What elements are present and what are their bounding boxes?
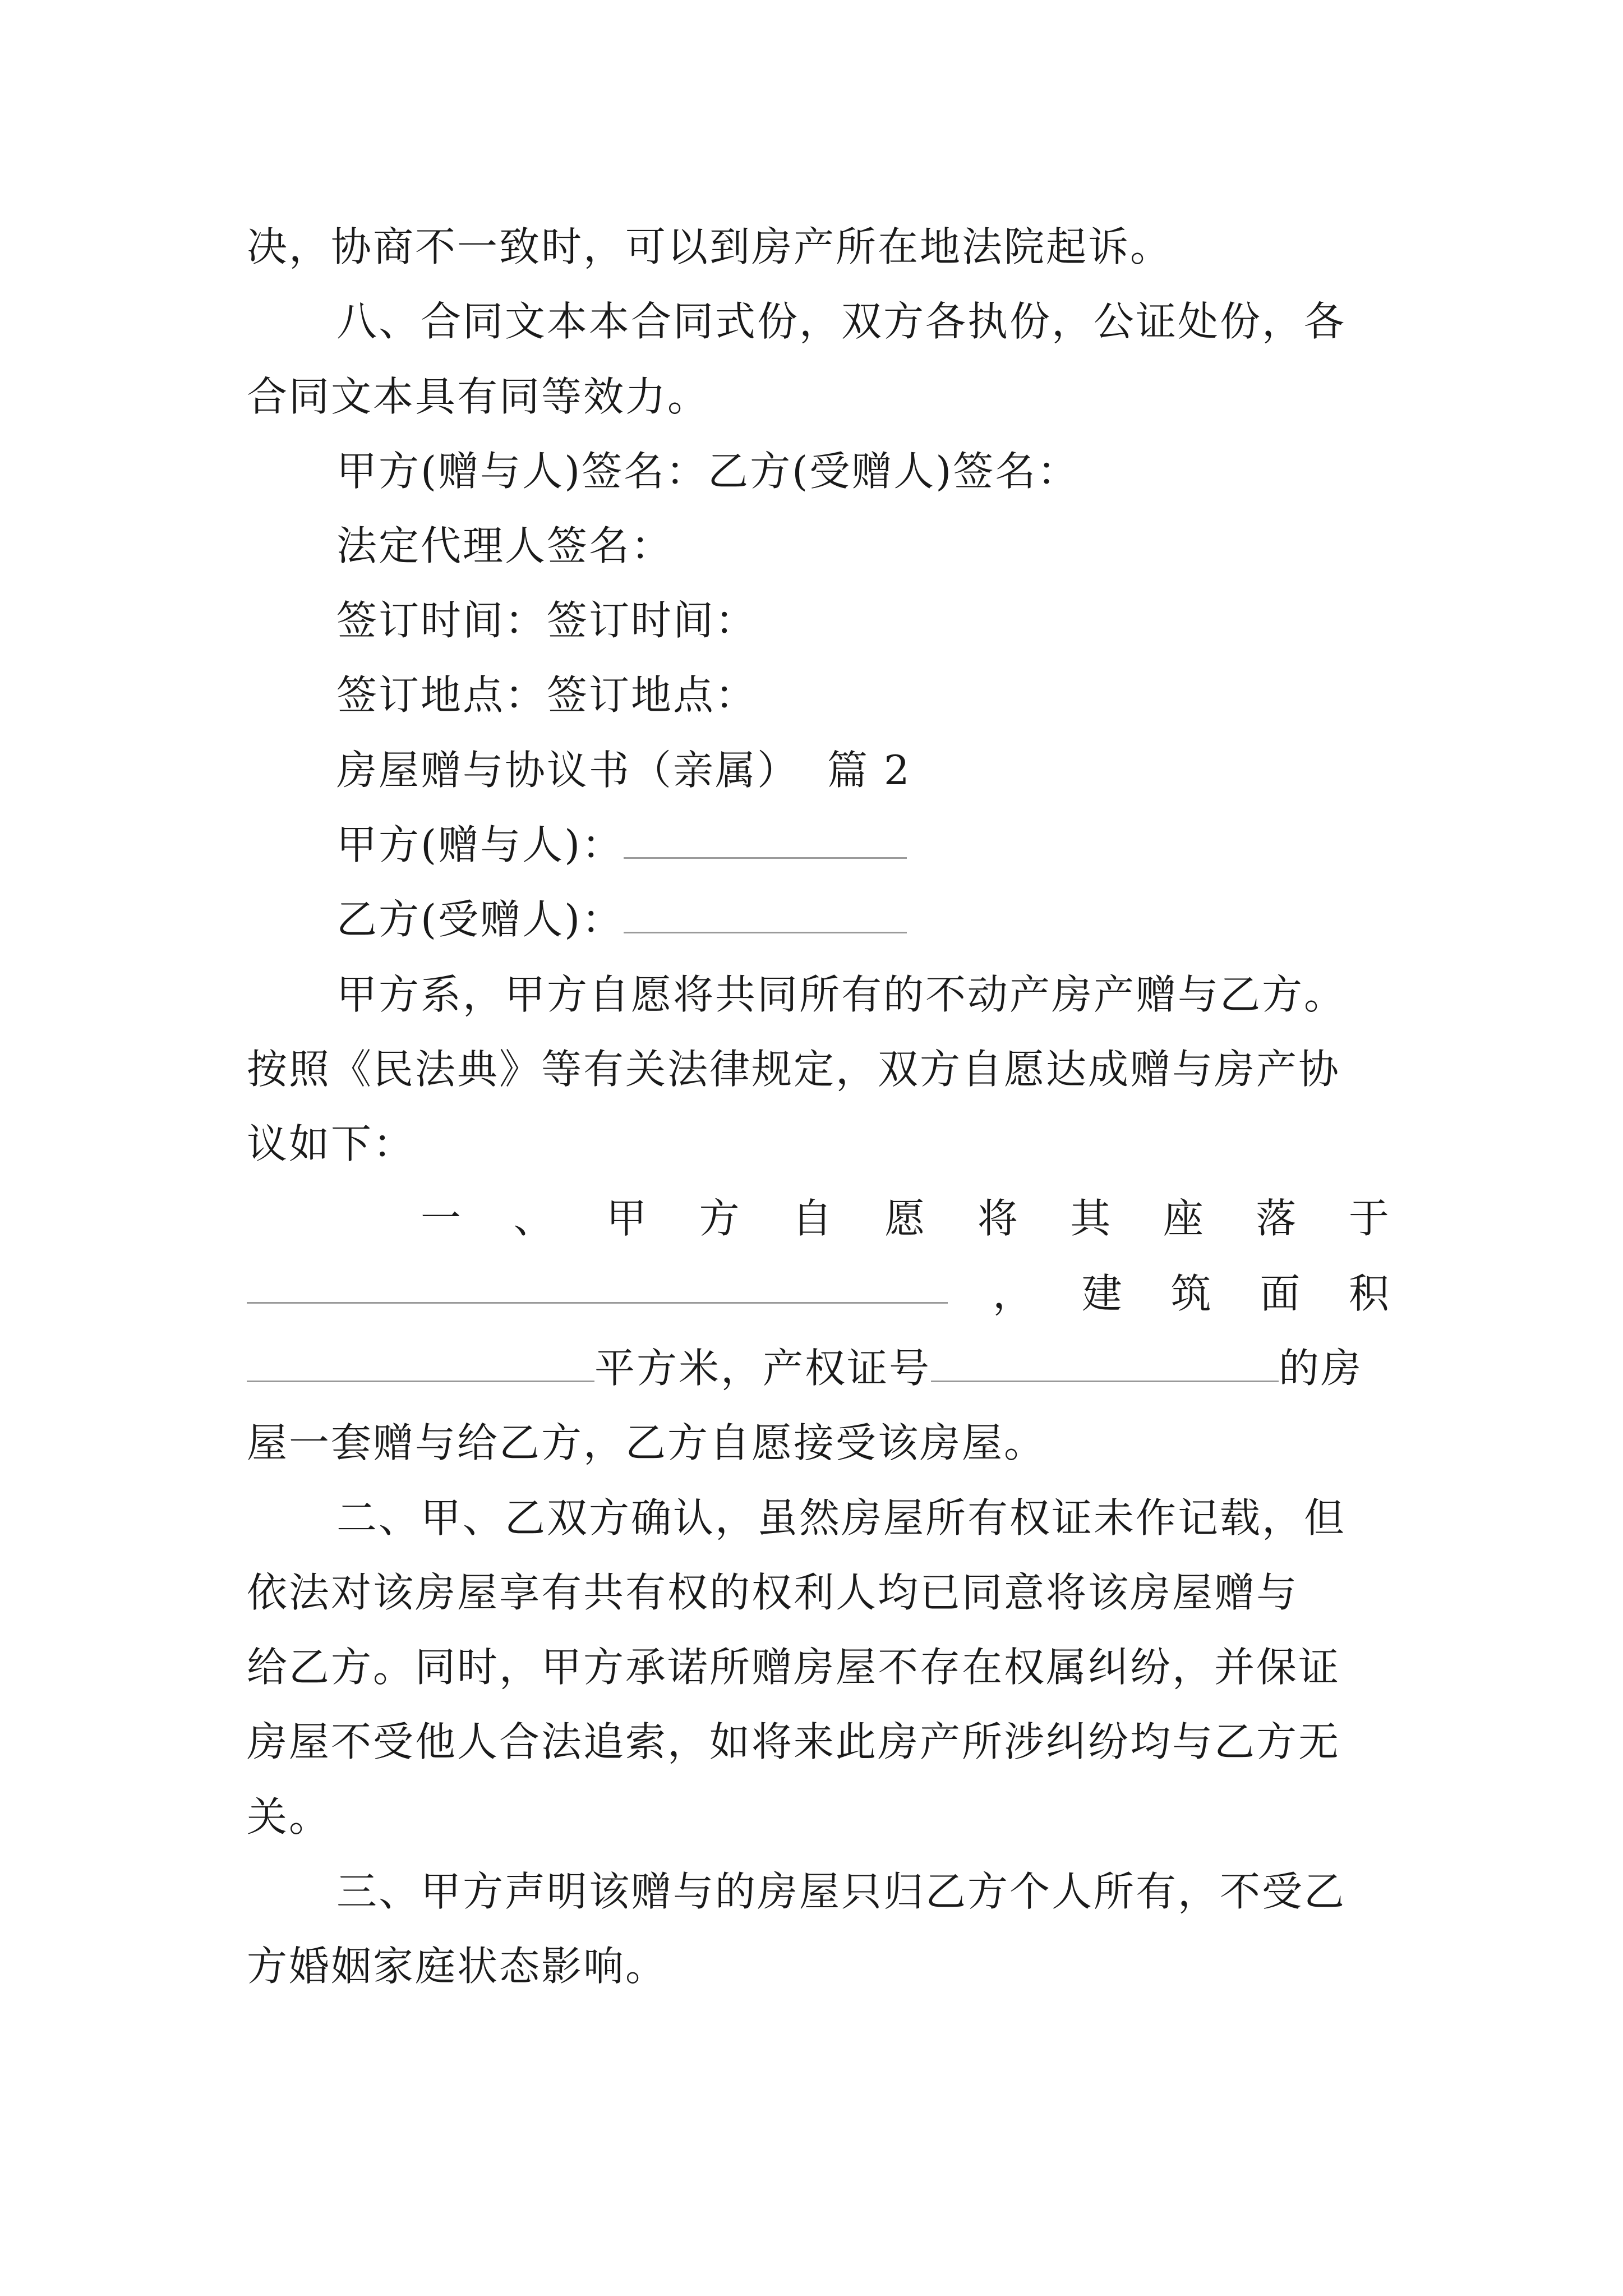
text-line: 房屋不受他人合法追索，如将来此房产所涉纠纷均与乙方无 bbox=[247, 1718, 1341, 1765]
clause-two: 二、甲、乙双方确认，虽然房屋所有权证未作记载，但 bbox=[336, 1494, 1347, 1542]
clause-char: 一 bbox=[421, 1195, 463, 1242]
text-line: 给乙方。同时，甲方承诺所赠房屋不存在权属纠纷，并保证 bbox=[247, 1644, 1341, 1691]
section-heading bbox=[336, 739, 1391, 801]
paragraph-intro: 甲方系，甲方自愿将共同所有的不动产房产赠与乙方。 bbox=[336, 971, 1347, 1018]
clause-char: 、 bbox=[513, 1195, 556, 1242]
clause-three: 三、甲方声明该赠与的房屋只归乙方个人所有，不受乙 bbox=[336, 1868, 1347, 1915]
text-line: 议如下： bbox=[247, 1120, 416, 1167]
clause-char: 愿 bbox=[884, 1195, 927, 1242]
text-line: 屋一套赠与给乙方，乙方自愿接受该房屋。 bbox=[247, 1419, 1046, 1466]
signature-line-agent: 法定代理人签名： bbox=[336, 522, 674, 569]
section-part-label: 篇 2 bbox=[827, 747, 911, 794]
signing-time-line: 签订时间：签订时间： bbox=[336, 597, 758, 644]
clause-char: 座 bbox=[1163, 1195, 1205, 1242]
clause-char: ， bbox=[993, 1270, 1035, 1317]
section-title: 房屋赠与协议书（亲属） bbox=[336, 747, 800, 794]
clause-char: 甲 bbox=[606, 1195, 648, 1242]
text-line: 合同文本具有同等效力。 bbox=[247, 373, 710, 420]
clause-char: 积 bbox=[1348, 1270, 1391, 1317]
area-certificate-line bbox=[247, 1337, 1391, 1399]
clause-char: 于 bbox=[1348, 1195, 1391, 1242]
signing-place-line: 签订地点：签订地点： bbox=[336, 671, 758, 719]
recipient-blank[interactable] bbox=[624, 892, 907, 933]
clause-char: 面 bbox=[1260, 1270, 1302, 1317]
area-blank[interactable] bbox=[247, 1341, 594, 1382]
donor-label: 甲方(赠与人)： bbox=[336, 821, 624, 868]
text-line: 依法对该房屋享有共有权的权利人均已同意将该房屋赠与 bbox=[247, 1569, 1299, 1616]
clause-char: 其 bbox=[1070, 1195, 1113, 1242]
area-label bbox=[993, 1263, 1391, 1324]
recipient-field-line bbox=[336, 889, 1391, 950]
clause-char: 筑 bbox=[1170, 1270, 1213, 1317]
text-line: 决，协商不一致时，可以到房产所在地法院起诉。 bbox=[247, 223, 1173, 270]
text-line: 关。 bbox=[247, 1793, 331, 1841]
paragraph-eight: 八、合同文本本合同式份，双方各执份，公证处份，各 bbox=[336, 298, 1347, 345]
clause-char: 落 bbox=[1256, 1195, 1298, 1242]
text-line: 方婚姻家庭状态影响。 bbox=[247, 1943, 668, 1990]
clause-char: 建 bbox=[1081, 1270, 1124, 1317]
donor-blank[interactable] bbox=[624, 818, 907, 859]
area-unit-text: 平方米，产权证号 bbox=[594, 1345, 932, 1392]
text-line: 按照《民法典》等有关法律规定，双方自愿达成赠与房产协 bbox=[247, 1046, 1341, 1093]
clause-char: 方 bbox=[699, 1195, 741, 1242]
text-line-end: 的房 bbox=[1279, 1345, 1363, 1392]
clause-char: 自 bbox=[791, 1195, 834, 1242]
donor-field-line bbox=[336, 814, 1391, 876]
certificate-number-blank[interactable] bbox=[931, 1341, 1279, 1382]
clause-char: 将 bbox=[977, 1195, 1020, 1242]
address-blank[interactable] bbox=[247, 1263, 948, 1304]
clause-one-line bbox=[421, 1188, 1391, 1249]
recipient-label: 乙方(受赠人)： bbox=[336, 896, 624, 943]
address-line bbox=[247, 1263, 1391, 1324]
signature-line-parties: 甲方(赠与人)签名：乙方(受赠人)签名： bbox=[336, 448, 1080, 495]
